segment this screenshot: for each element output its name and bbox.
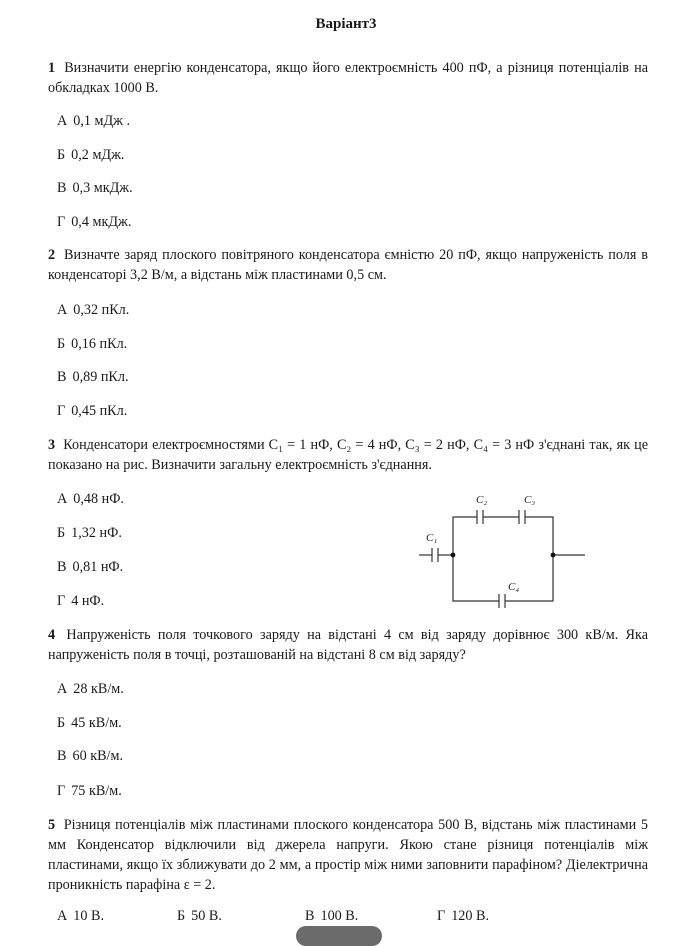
option-text: 0,81 нФ. [72,559,124,575]
option-1c [57,178,133,198]
option-text: 75 кВ/м. [71,783,122,799]
option-letter: В [57,748,67,764]
option-5c [305,906,358,926]
option-3a [57,489,124,509]
label-c2: C₂ [476,494,488,506]
question-4 [48,625,648,665]
option-letter: Б [57,336,66,352]
question-text: Конденсатори електроємностями C₁ = 1 нФ, C₂ = 4 нФ, C₃ = 2 нФ, C₄ = 3 нФ з'єднані так, як це показано на рис. Визначити загальну електроємність з'єднання. [48,437,649,473]
page-title: Варіант3 [315,16,377,32]
question-3 [48,435,648,475]
question-text: Визначити енергію конденсатора, якщо його електроємність 400 пФ, а різниця потенціалів на обкладках 1000 В. [48,60,648,96]
option-letter: Б [177,908,186,924]
option-text: 0,16 пКл. [71,336,128,352]
capacitor-c1-symbol [432,548,438,562]
question-text: Напруженість поля точкового заряду на відстані 4 см від заряду дорівнює 300 кВ/м. Яка напруженість поля в точці, розташованій на відстані 8 см від заряду? [48,627,648,663]
option-letter: А [57,681,68,697]
option-letter: В [305,908,315,924]
option-3c [57,557,123,577]
option-text: 0,45 пКл. [71,403,128,419]
option-letter: Б [57,525,66,541]
option-text: 0,3 мкДж. [72,180,133,196]
option-5b [177,906,222,926]
option-text: 0,1 мДж . [73,113,131,129]
capacitor-c2-symbol [477,510,483,524]
question-2 [48,245,648,285]
question-text: Різниця потенціалів між пластинами плоского конденсатора 500 В, відстань між пластинами 5 мм Конденсатор відключили від джерела напруги. Якою стане різниця потенціалів між пластинами, якщо їх зближувати до 2 мм, а простір між ними заповнити парафіном? Діелектрична проникність парафіна ε = 2. [48,817,648,893]
question-number: 5 [48,817,56,833]
option-3b [57,523,122,543]
question-5 [48,815,648,895]
option-letter: Б [57,715,66,731]
option-3d [57,591,104,611]
option-text: 100 В. [320,908,359,924]
circuit-wire [525,517,553,555]
option-4d [57,781,122,801]
option-5d [437,906,489,926]
option-text: 0,2 мДж. [71,147,125,163]
question-number: 2 [48,247,56,263]
option-4c [57,746,123,766]
option-letter: В [57,559,67,575]
question-number: 3 [48,437,56,453]
option-2b [57,334,127,354]
option-2a [57,300,129,320]
option-letter: Г [437,908,446,924]
option-text: 0,32 пКл. [73,302,130,318]
option-letter: Г [57,783,66,799]
question-number: 1 [48,60,56,76]
option-text: 50 В. [191,908,222,924]
option-letter: Г [57,593,66,609]
option-letter: Г [57,403,66,419]
option-2d [57,401,127,421]
label-c1: C₁ [426,532,438,544]
option-letter: Г [57,214,66,230]
option-letter: А [57,908,68,924]
option-text: 60 кВ/м. [72,748,124,764]
circuit-diagram [415,487,605,612]
option-text: 1,32 нФ. [71,525,122,541]
option-text: 0,48 нФ. [73,491,124,507]
capacitor-c3-symbol [519,510,525,524]
option-letter: А [57,491,68,507]
label-c4: C₄ [508,581,520,593]
capacitor-c4-symbol [499,594,505,608]
option-1d [57,212,131,232]
junction-dot [551,553,556,558]
question-1 [48,58,648,98]
label-c3: C₃ [524,494,536,506]
option-letter: В [57,369,67,385]
scroll-handle[interactable] [296,926,382,946]
question-text: Визначте заряд плоского повітряного конденсатора ємністю 20 пФ, якщо напруженість поля в конденсаторі 3,2 В/м, а відстань між пластинами 0,5 см. [48,247,648,283]
option-1b [57,145,124,165]
circuit-wire [505,555,553,601]
option-4b [57,713,122,733]
option-letter: А [57,113,68,129]
junction-dot [451,553,456,558]
option-text: 0,89 пКл. [72,369,129,385]
option-5a [57,906,104,926]
option-letter: А [57,302,68,318]
option-2c [57,367,129,387]
option-text: 0,4 мкДж. [71,214,132,230]
option-text: 4 нФ. [71,593,105,609]
option-text: 120 В. [451,908,490,924]
option-text: 28 кВ/м. [73,681,124,697]
question-number: 4 [48,627,56,643]
circuit-wire [453,555,499,601]
option-text: 10 В. [73,908,104,924]
option-text: 45 кВ/м. [71,715,122,731]
circuit-wire [453,517,477,555]
option-1a [57,111,130,131]
option-letter: В [57,180,67,196]
option-4a [57,679,124,699]
option-letter: Б [57,147,66,163]
